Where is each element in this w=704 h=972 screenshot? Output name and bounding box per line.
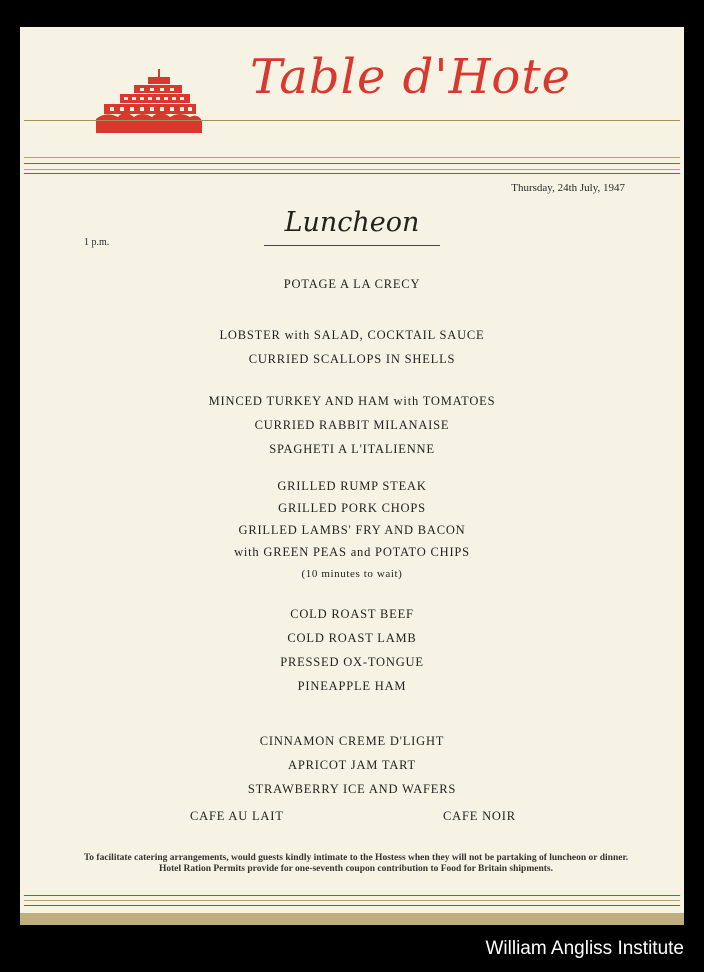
menu-card	[20, 27, 684, 925]
footer-rule-1	[24, 895, 680, 896]
table-dhote-title: Table d'Hote	[250, 49, 572, 105]
menu-item-coffee: CAFE AU LAIT	[190, 809, 284, 823]
source-credit: William Angliss Institute	[485, 938, 684, 959]
footer-rule-3	[24, 905, 680, 906]
menu-item-note: (10 minutes to wait)	[301, 568, 403, 580]
menu-item: CURRIED RABBIT MILANAISE	[254, 418, 450, 432]
menu-list	[20, 272, 684, 801]
paper-edge	[20, 913, 684, 925]
menu-item: GRILLED PORK CHOPS	[278, 501, 426, 515]
menu-item: CINNAMON CREME D'LIGHT	[259, 734, 445, 748]
menu-item: SPAGHETI A L'ITALIENNE	[269, 442, 435, 456]
header-band-rule-4	[24, 173, 680, 174]
menu-item: PRESSED OX-TONGUE	[280, 655, 424, 669]
menu-item: COLD ROAST LAMB	[287, 631, 417, 645]
menu-item: COLD ROAST BEEF	[290, 607, 414, 621]
meal-title: Luncheon	[284, 207, 420, 238]
menu-item: CURRIED SCALLOPS IN SHELLS	[248, 352, 456, 366]
header-band-rule-2	[24, 163, 680, 164]
meal-time: 1 p.m.	[84, 237, 110, 248]
header-band-rule-1	[24, 157, 680, 158]
menu-item: LOBSTER with SALAD, COCKTAIL SAUCE	[219, 328, 485, 342]
meal-title-underline	[264, 245, 440, 246]
menu-item: MINCED TURKEY AND HAM with TOMATOES	[208, 394, 496, 408]
menu-date: Thursday, 24th July, 1947	[511, 182, 625, 194]
menu-item: with GREEN PEAS and POTATO CHIPS	[234, 545, 470, 559]
footer-rule-2	[24, 900, 680, 901]
menu-item: GRILLED LAMBS' FRY AND BACON	[238, 523, 466, 537]
menu-item-coffee: CAFE NOIR	[443, 809, 516, 823]
menu-item: APRICOT JAM TART	[288, 758, 416, 772]
footer-notice: To facilitate catering arrangements, would guests kindly intimate to the Hostess when they will not be partaking of luncheon or dinner. Hotel Ration Permits provide for one-seventh coupon contribution to Food for Britain shipments.	[83, 853, 629, 874]
menu-item: PINEAPPLE HAM	[297, 679, 407, 693]
menu-item: POTAGE A LA CRECY	[283, 277, 421, 291]
header-band-rule-3	[24, 169, 680, 170]
menu-item: STRAWBERRY ICE AND WAFERS	[247, 782, 457, 796]
header-rule	[24, 120, 680, 121]
ship-illustration	[94, 67, 204, 135]
menu-item: GRILLED RUMP STEAK	[277, 479, 427, 493]
